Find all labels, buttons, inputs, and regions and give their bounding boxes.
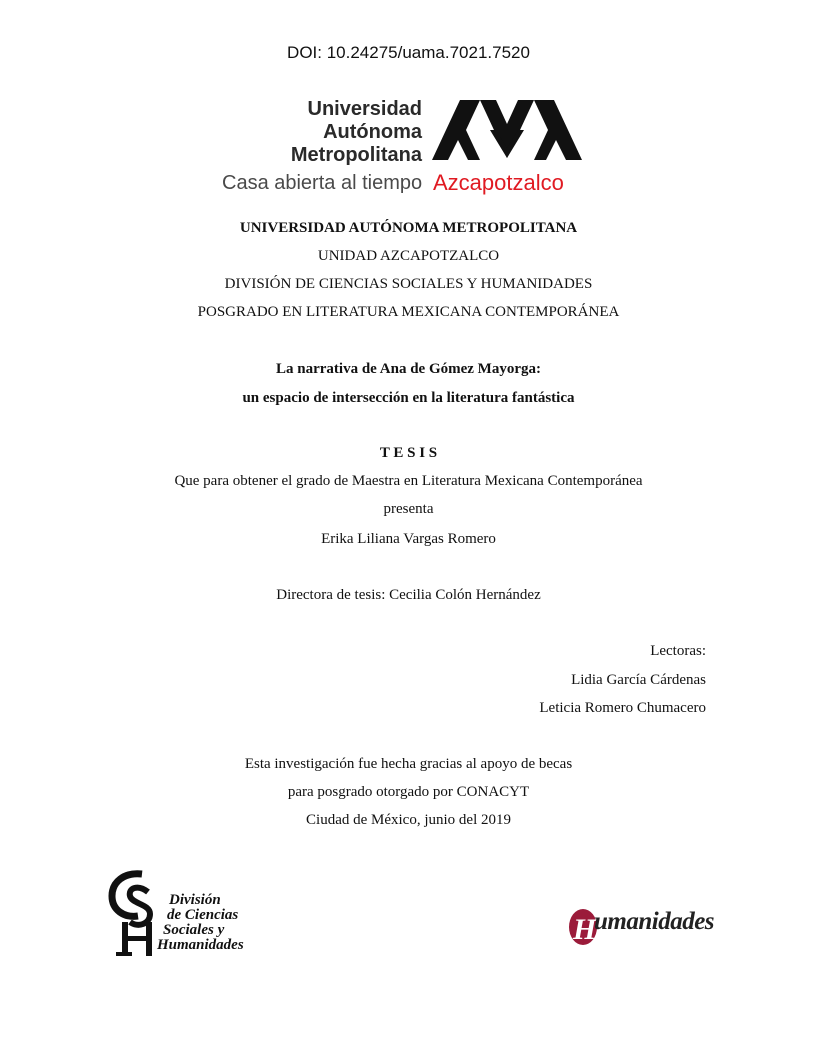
thesis-purpose: Que para obtener el grado de Maestra en Literatura Mexicana Contemporánea [174, 473, 643, 489]
uam-logo-unit: Azcapotzalco [433, 170, 564, 195]
uam-symbol-icon [432, 100, 582, 160]
csh-logo-line1: División [169, 892, 221, 908]
readers-label: Lectoras: [650, 643, 706, 659]
university-name: UNIVERSIDAD AUTÓNOMA METROPOLITANA [239, 220, 578, 236]
division-name: DIVISIÓN DE CIENCIAS SOCIALES Y HUMANIDADES [224, 276, 593, 292]
thesis-author: Erika Liliana Vargas Romero [321, 531, 496, 547]
thesis-director: Directora de tesis: Cecilia Colón Hernández [276, 587, 541, 603]
humanidades-logo-text: umanidades [594, 908, 715, 935]
csh-logo-line4: Humanidades [157, 937, 244, 953]
uam-logo-line1: Universidad [307, 98, 422, 120]
svg-text:H: H [573, 913, 597, 946]
csh-logo-line2: de Ciencias [167, 907, 239, 923]
uam-logo-tagline: Casa abierta al tiempo [222, 172, 423, 194]
thesis-label: T E S I S [379, 445, 438, 461]
place-date: Ciudad de México, junio del 2019 [306, 812, 511, 828]
reader-1: Lidia García Cárdenas [571, 672, 706, 688]
thesis-presents: presenta [383, 501, 434, 517]
csh-logo-text [157, 892, 244, 953]
thesis-title-line1: La narrativa de Ana de Gómez Mayorga: [276, 361, 541, 377]
thesis-title-line2: un espacio de intersección en la literatura fantástica [242, 390, 575, 406]
doi-text: DOI: 10.24275/uama.7021.7520 [287, 43, 530, 62]
program-name: POSGRADO EN LITERATURA MEXICANA CONTEMPORÁNEA [197, 304, 620, 320]
uam-logo-wordmark [270, 98, 422, 167]
uam-logo-line3: Metropolitana [290, 144, 422, 166]
reader-2: Leticia Romero Chumacero [539, 700, 706, 716]
funding-line2: para posgrado otorgado por CONACYT [287, 784, 530, 800]
uam-logo-line2: Autónoma [323, 121, 422, 143]
funding-line1: Esta investigación fue hecha gracias al apoyo de becas [244, 756, 573, 772]
unit-name: UNIDAD AZCAPOTZALCO [317, 248, 500, 264]
csh-logo-line3: Sociales y [163, 922, 225, 938]
